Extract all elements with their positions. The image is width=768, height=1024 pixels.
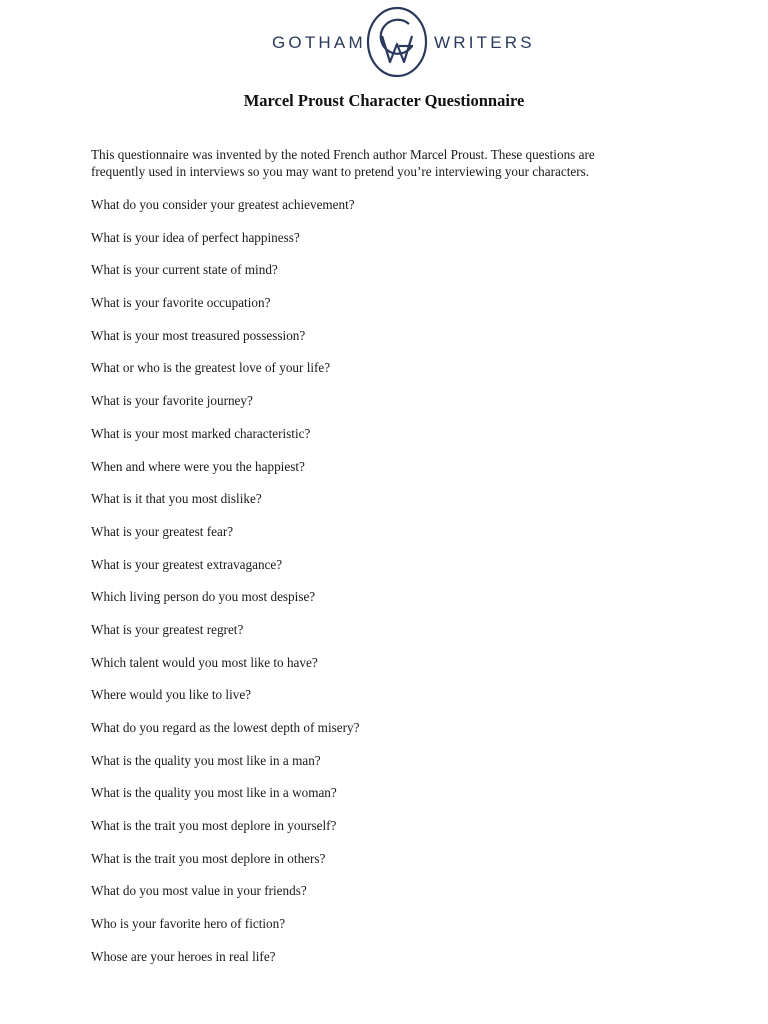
question-item: Who is your favorite hero of fiction? [91,916,286,932]
page-title: Marcel Proust Character Questionnaire [243,91,525,110]
question-item: What is your most treasured possession? [91,327,306,343]
gw-monogram-icon [365,6,429,78]
question-item: What is your most marked characteristic? [91,425,311,441]
question-item: What is your current state of mind? [91,262,278,278]
gotham-writers-logo [0,6,768,80]
logo-word-writers: WRITERS [434,33,535,52]
question-item: What do you regard as the lowest depth of misery? [91,720,360,735]
question-item: What is it that you most dislike? [91,491,262,507]
intro-line: frequently used in interviews so you may want to pretend you’re interviewing your characters. [91,163,590,179]
logo-word-gotham: GOTHAM [272,33,366,52]
question-item: What is your favorite journey? [91,393,253,409]
question-item: What is your greatest regret? [91,621,244,637]
question-item: What is your idea of perfect happiness? [91,229,300,245]
question-item: Where would you like to live? [91,687,252,703]
question-item: What do you consider your greatest achievement? [91,197,355,212]
question-item: Whose are your heroes in real life? [91,948,276,964]
question-item: What or who is the greatest love of your life? [91,360,331,376]
question-item: What is your favorite occupation? [91,295,271,311]
intro-paragraph [91,147,651,180]
question-item: What do you most value in your friends? [91,883,307,899]
question-item: What is your greatest extravagance? [91,556,283,572]
question-item: What is the trait you most deplore in yourself? [91,818,337,834]
question-item: What is the quality you most like in a woman? [91,785,337,801]
question-item: Which talent would you most like to have? [91,654,318,670]
intro-line: This questionnaire was invented by the noted French author Marcel Proust. These questions are [91,147,595,162]
question-item: When and where were you the happiest? [91,458,305,474]
question-item: What is the trait you most deplore in others? [91,850,326,866]
question-list [91,196,691,981]
question-item: What is your greatest fear? [91,523,234,539]
question-item: What is the quality you most like in a man? [91,752,321,768]
question-item: Which living person do you most despise? [91,589,316,605]
